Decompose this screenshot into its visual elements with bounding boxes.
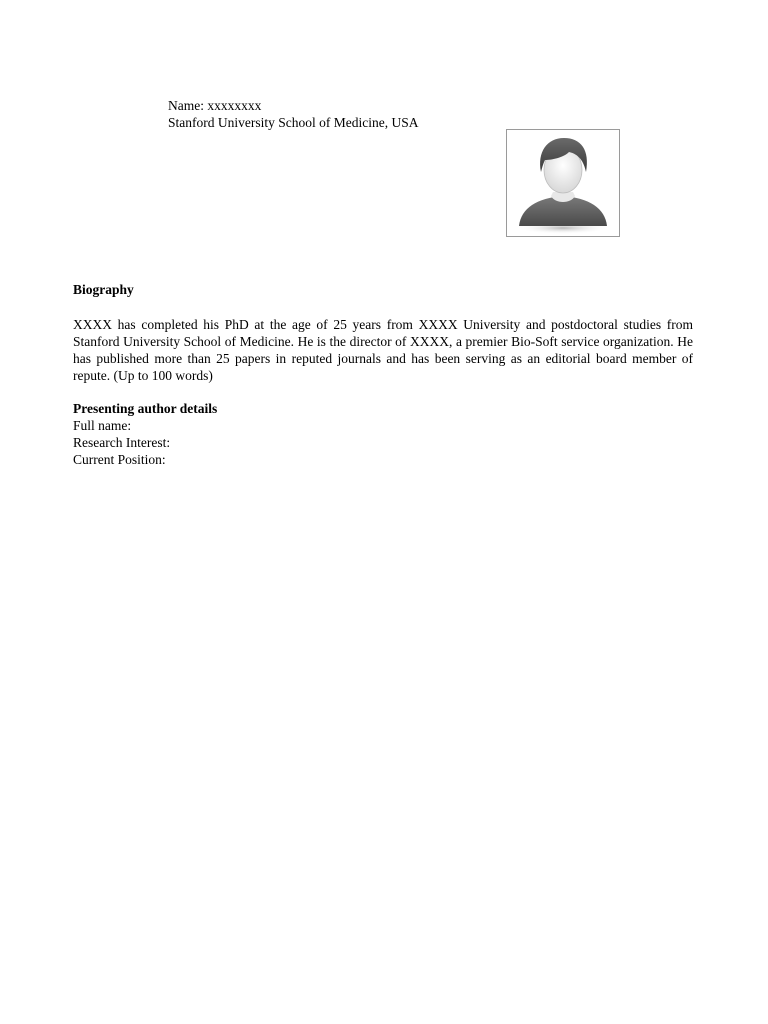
author-photo	[506, 129, 620, 237]
author-affiliation-line: Stanford University School of Medicine, USA	[168, 115, 419, 130]
presenting-author-details	[73, 400, 217, 468]
author-header	[168, 97, 418, 131]
avatar-placeholder-icon	[507, 130, 619, 236]
author-name-line: Name: xxxxxxxx	[168, 98, 262, 113]
presenting-author-heading: Presenting author details	[73, 401, 218, 416]
full-name-label: Full name:	[73, 418, 132, 433]
biography-heading: Biography	[73, 282, 134, 297]
research-interest-label: Research Interest:	[73, 435, 171, 450]
current-position-label: Current Position:	[73, 452, 166, 467]
biography-text: XXXX has completed his PhD at the age of 25 years from XXXX University and postdoctoral studies from Stanford University School of Medicine. He is the director of XXXX, a premier Bio-Soft service organization. He has published more than 25 papers in reputed journals and has been serving as an editorial board member of repute. (Up to 100 words)	[73, 317, 693, 383]
